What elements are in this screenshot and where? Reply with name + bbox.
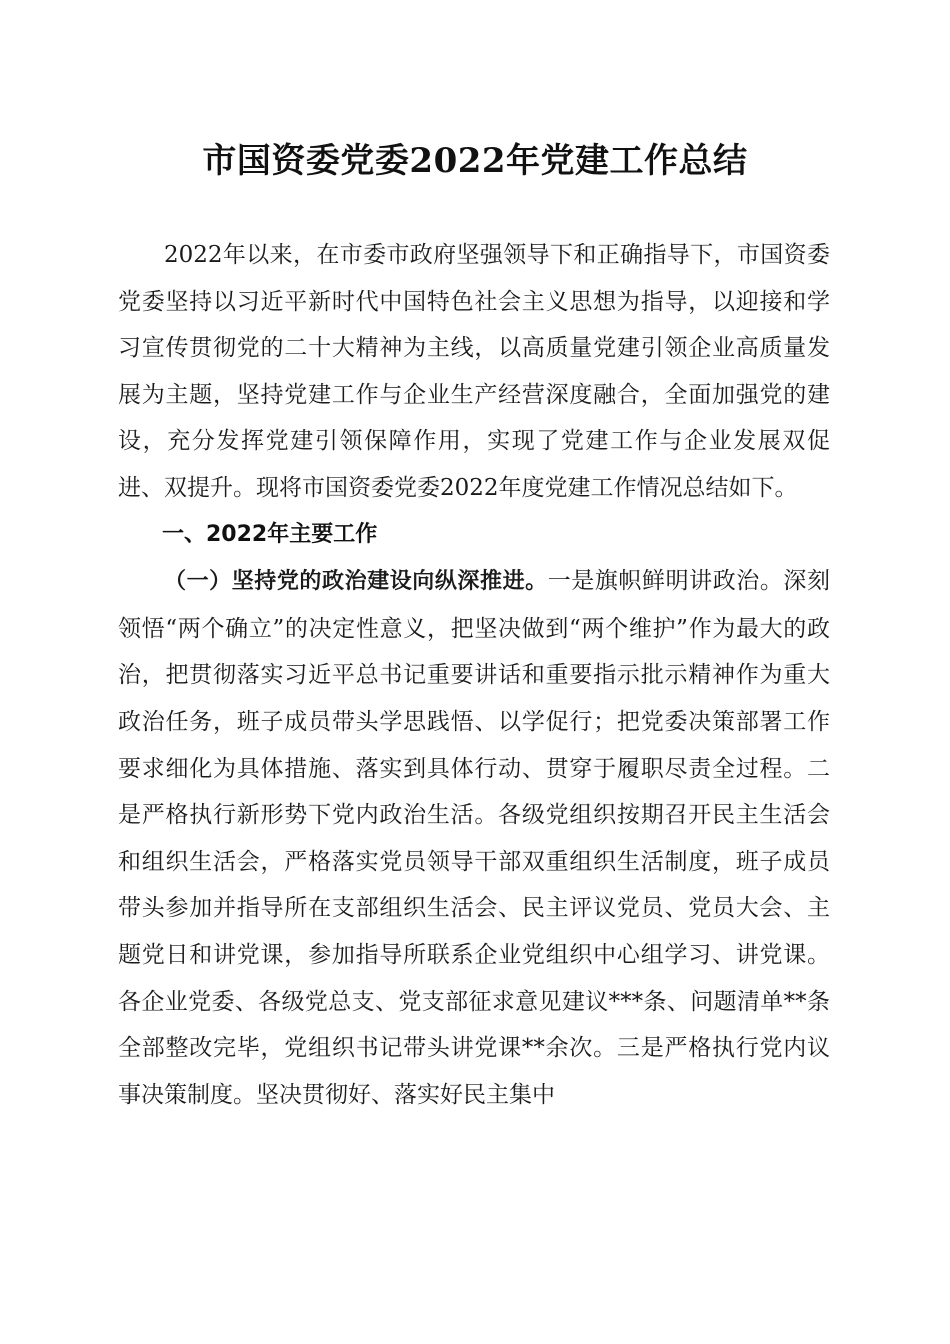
intro-paragraph: 2022年以来，在市委市政府坚强领导下和正确指导下，市国资委党委坚持以习近平新时代中国特色社会主义思想为指导，以迎接和学习宣传贯彻党的二十大精神为主线，以高质量党建引领企业高质量发展为主题，坚持党建工作与企业生产经营深度融合，全面加强党的建设，充分发挥党建引领保障作用，实现了党建工作与企业发展双促进、双提升。现将市国资委党委2022年度党建工作情况总结如下。	[118, 242, 830, 501]
subsection-lead: （一）坚持党的政治建设向纵深推进。	[164, 569, 548, 595]
document-body	[118, 232, 830, 1118]
subsection-paragraph	[118, 558, 830, 1118]
document-title: 市国资委党委2022年党建工作总结	[202, 141, 748, 181]
section-heading: 一、2022年主要工作	[162, 521, 378, 547]
subsection-text: 一是旗帜鲜明讲政治。深刻领悟“两个确立”的决定性意义，把坚决做到“两个维护”作为最大的政治，把贯彻落实习近平总书记重要讲话和重要指示批示精神作为重大政治任务，班子成员带头学思践悟、以学促行；把党委决策部署工作要求细化为具体措施、落实到具体行动、贯穿于履职尽责全过程。二是严格执行新形势下党内政治生活。各级党组织按期召开民主生活会和组织生活会，严格落实党员领导干部双重组织生活制度，班子成员带头参加并指导所在支部组织生活会、民主评议党员、党员大会、主题党日和讲党课，参加指导所联系企业党组织中心组学习、讲党课。各企业党委、各级党总支、党支部征求意见建议***条、问题清单**条全部整改完毕，党组织书记带头讲党课**余次。三是严格执行党内议事决策制度。坚决贯彻好、落实好民主集中	[118, 568, 830, 1108]
